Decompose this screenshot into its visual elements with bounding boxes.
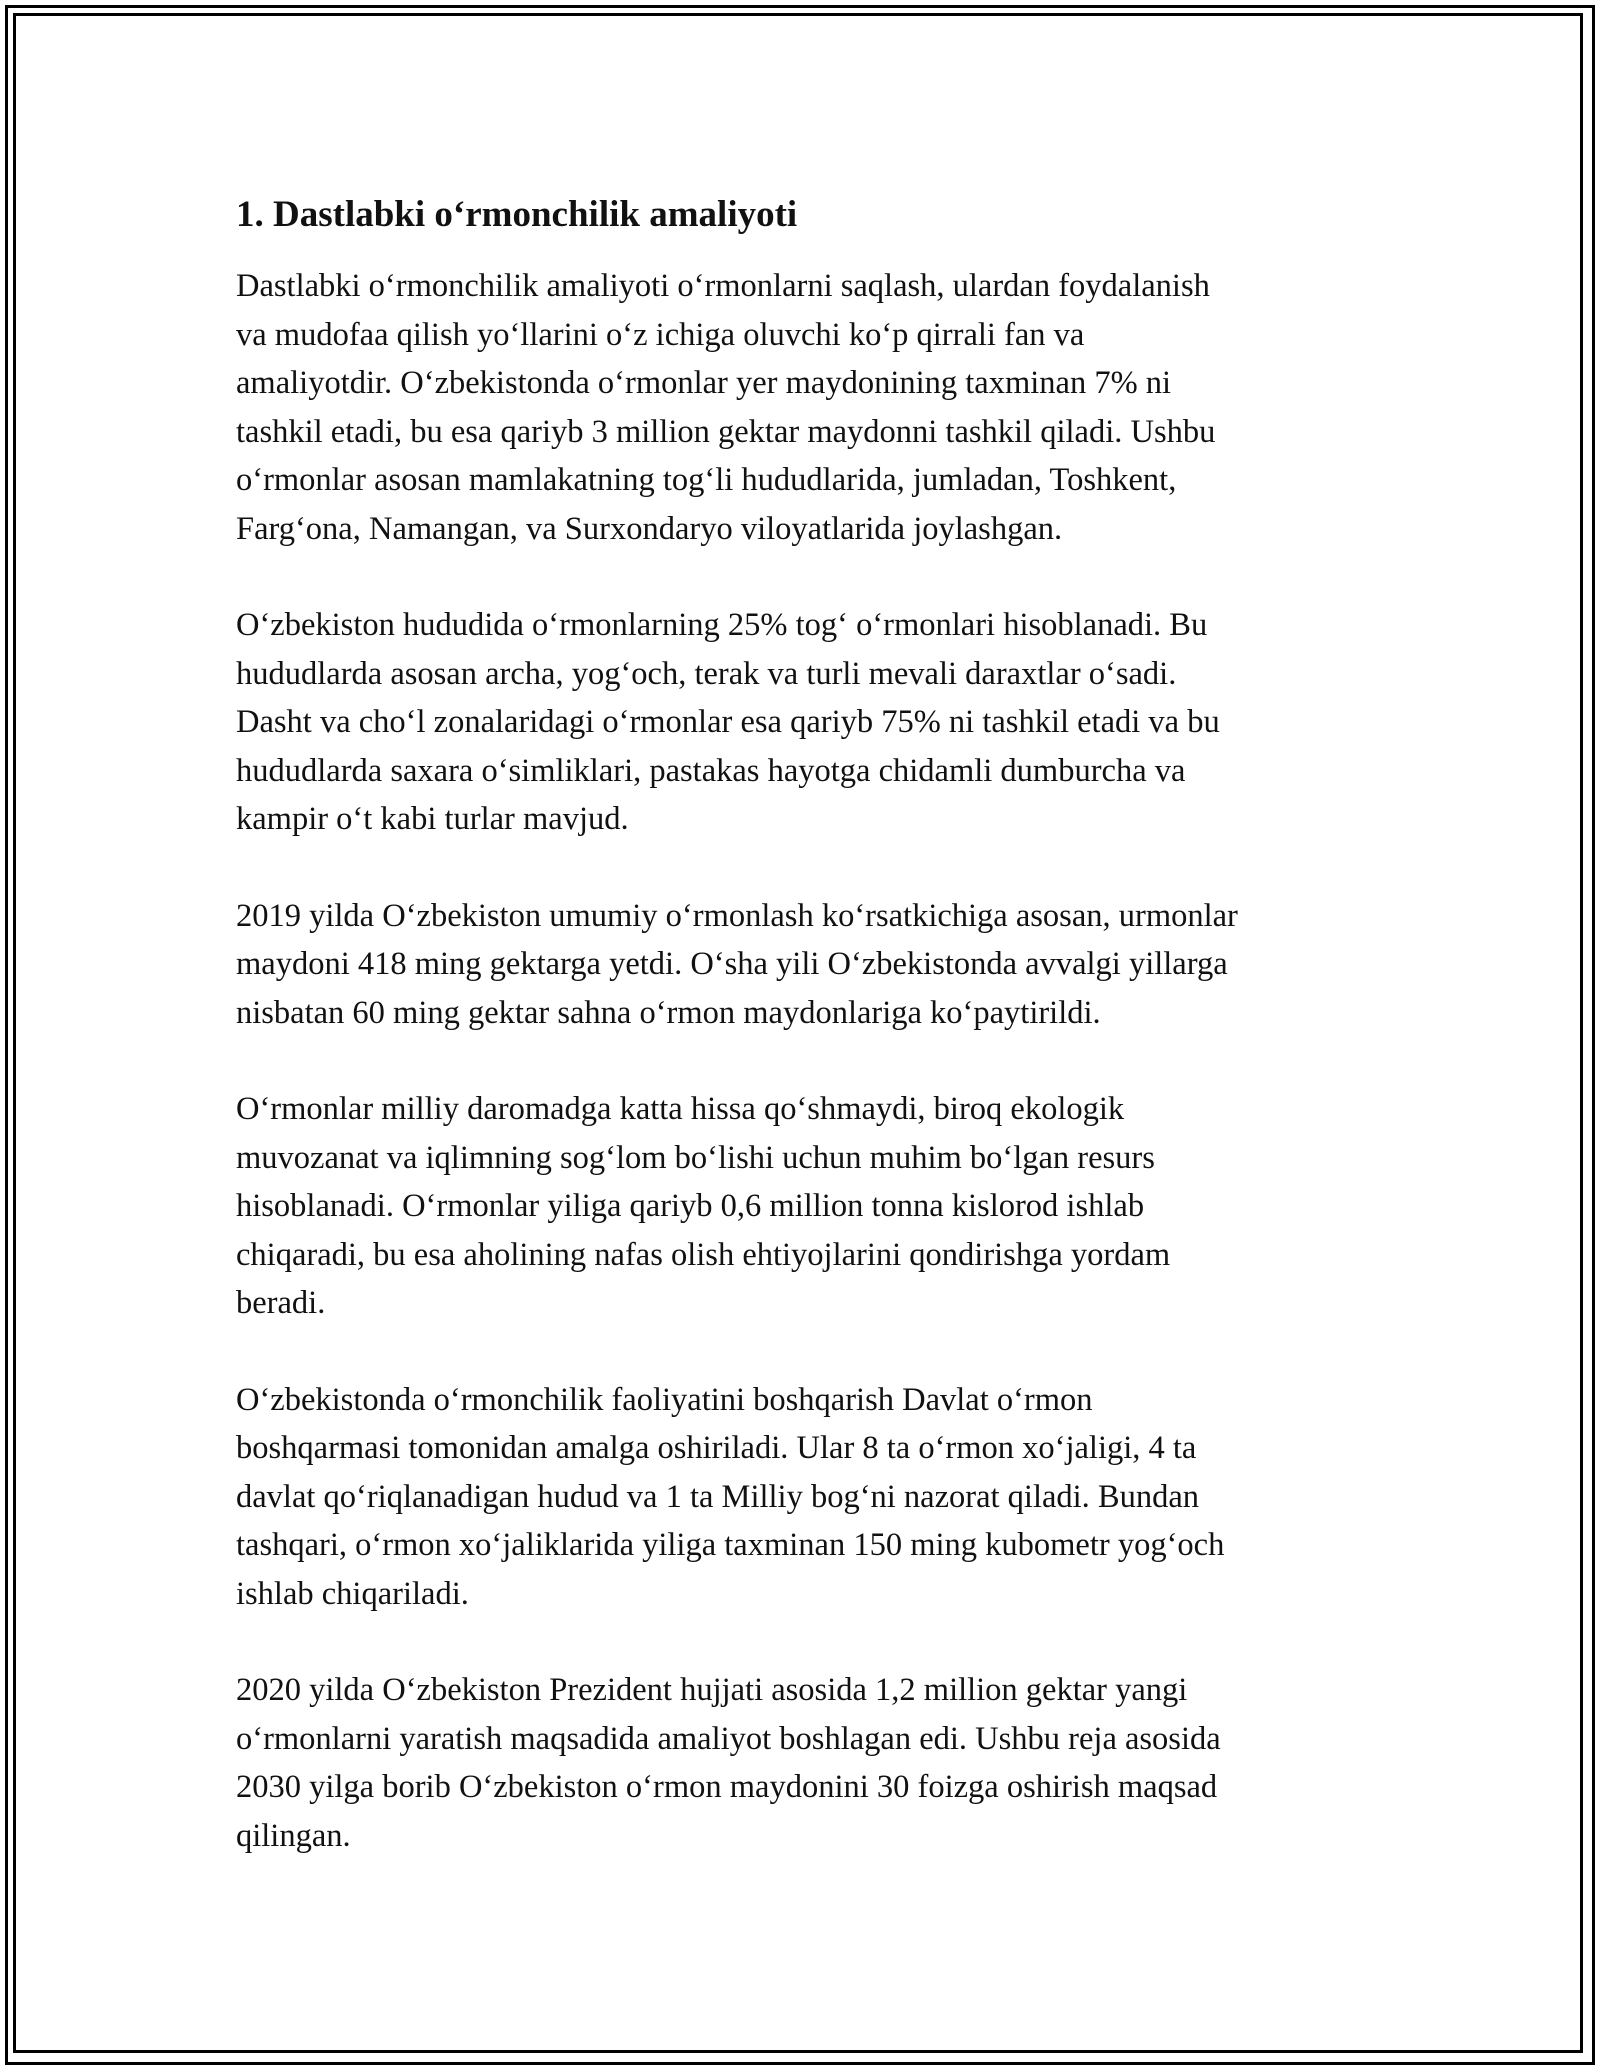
section-heading: 1. Dastlabki o‘rmonchilik amaliyoti — [236, 194, 798, 235]
paragraph-4: O‘rmonlar milliy daromadga katta hissa qo‘shmaydi, biroq ekologik muvozanat va iqlimning sog‘lom bo‘lishi uchun muhim bo‘lgan resurs hisoblanadi. O‘rmonlar yiliga qariyb 0,6 million tonna kislorod ishlab chiqaradi, bu esa aholining nafas olish ehtiyojlarini qondirishga yordam beradi. — [236, 1091, 1171, 1321]
paragraph-6: 2020 yilda O‘zbekiston Prezident hujjati asosida 1,2 million gektar yangi o‘rmonlarni yaratish maqsadida amaliyot boshlagan edi. Ushbu reja asosida 2030 yilga borib O‘zbekiston o‘rmon maydonini 30 foizga oshirish maqsad qilingan. — [236, 1672, 1221, 1854]
paragraph-1: Dastlabki o‘rmonchilik amaliyoti o‘rmonlarni saqlash, ulardan foydalanish va mudofaa qilish yo‘llarini o‘z ichiga oluvchi ko‘p qirrali fan va amaliyotdir. O‘zbekistonda o‘rmonlar yer maydonining taxminan 7% ni tashkil etadi, bu esa qariyb 3 million gektar maydonni tashkil qiladi. Ushbu o‘rmonlar asosan mamlakatning tog‘li hududlarida, jumladan, Toshkent, Farg‘ona, Namangan, va Surxondaryo viloyatlarida joylashgan. — [236, 268, 1216, 547]
paragraph-2: O‘zbekiston hududida o‘rmonlarning 25% tog‘ o‘rmonlari hisoblanadi. Bu hududlarda asosan archa, yog‘och, terak va turli mevali daraxtlar o‘sadi. Dasht va cho‘l zonalaridagi o‘rmonlar esa qariyb 75% ni tashkil etadi va bu hududlarda saxara o‘simliklari, pastakas hayotga chidamli dumburcha va kampir o‘t kabi turlar mavjud. — [236, 607, 1220, 837]
paragraph-5: O‘zbekistonda o‘rmonchilik faoliyatini boshqarish Davlat o‘rmon boshqarmasi tomonidan amalga oshiriladi. Ular 8 ta o‘rmon xo‘jaligi, 4 ta davlat qo‘riqlanadigan hudud va 1 ta Milliy bog‘ni nazorat qiladi. Bundan tashqari, o‘rmon xo‘jaliklarida yiliga taxminan 150 ming kubometr yog‘och ishlab chiqariladi. — [236, 1381, 1225, 1612]
paragraph-3: 2019 yilda O‘zbekiston umumiy o‘rmonlash ko‘rsatkichiga asosan, urmonlar maydoni 418 ming gektarga yetdi. O‘sha yili O‘zbekistonda avvalgi yillarga nisbatan 60 ming gektar sahna o‘rmon maydonlariga ko‘paytirildi. — [236, 897, 1238, 1031]
document-body — [236, 188, 1386, 1908]
